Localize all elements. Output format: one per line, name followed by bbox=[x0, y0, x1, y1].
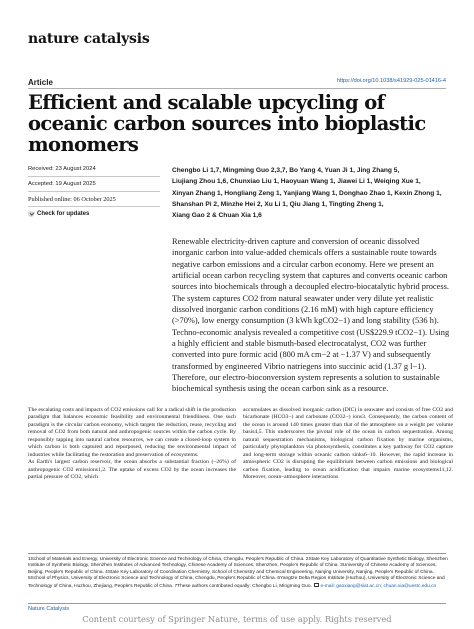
author-line: Shanshan Pi 2, Minzhe Hei 2, Xu Li 1, Qiu Jiang 1, Tingting Zheng 1, bbox=[172, 200, 384, 208]
affiliations bbox=[28, 557, 452, 590]
email-icon bbox=[314, 583, 319, 587]
check-icon bbox=[28, 211, 34, 217]
contact-emails[interactable]: e-mail: gaoxiang@siat.ac.cn; chuan.xia@uestc.edu.cn bbox=[320, 583, 437, 589]
check-updates-label: Check for updates bbox=[37, 211, 90, 217]
body-column-right: accumulates as dissolved inorganic carbon (DIC) in seawater and consists of free CO2 and bicarbonate (HCO3−) and carbonate (CO32−) ions3. Consequently, the carbon content of the ocean is around 140 times greater than that of the atmosphere on a weight per volume basis4,5. This underscores the pivotal role of the ocean in carbon sequestration. Among natural sequestration mechanisms, biological carbon fixation by marine organisms, particularly phytoplankton via photosynthesis, constitutes a key pathway for CO2 capture and long-term storage within oceanic carbon sinks6–10. However, the rapid increase in atmospheric CO2 is disrupting the equilibrium between carbon emissions and biological carbon fixation, leading to ocean acidification that impairs marine ecosystems11,12. Moreover, ocean–atmosphere interactions bbox=[243, 407, 453, 481]
received-date: Received: 23 August 2024 bbox=[28, 166, 96, 172]
author-line: Xiang Gao 2 & Chuan Xia 1,6 bbox=[172, 212, 262, 220]
header-divider bbox=[28, 88, 446, 89]
article-title: Efficient and scalable upcycling of oceanic carbon sources into bioplastic monomers bbox=[28, 91, 426, 156]
date-divider bbox=[28, 191, 160, 192]
courtesy-notice: Content courtesy of Springer Nature, terms of use apply. Rights reserved bbox=[82, 614, 392, 624]
affiliations-divider bbox=[28, 553, 446, 554]
abstract: Renewable electricity-driven capture and conversion of oceanic dissolved inorganic carbon into value-added chemicals offers a sustainable route towards negative carbon emissions and a circular carbon economy. Here we present an artificial ocean carbon recycling system that captures and converts oceanic carbon sources into biochemicals through a decoupled electro-biocatalytic hybrid process. The system captures CO2 from natural seawater under very dilute yet realistic dissolved inorganic carbon conditions (2.16 mM) with high capture efficiency (>70%), low energy consumption (3 kWh kgCO2−1) and long stability (536 h). Techno-economic analysis revealed a competitive cost (US$229.9 tCO2−1). Using a highly efficient and stable bismuth-based electrocatalyst, CO2 was further converted into pure formic acid (800 mA cm−2 at −1.37 V) and subsequently transformed by engineered Vibrio natriegens into succinic acid (1.37 g l−1). Therefore, our electro-bioconversion system represents a solution to sustainable biochemical synthesis using the ocean carbon sink as a resource. bbox=[172, 237, 450, 394]
author-list bbox=[172, 165, 452, 221]
accepted-date: Accepted: 19 August 2025 bbox=[28, 181, 96, 187]
doi-link[interactable]: https://doi.org/10.1038/s41929-025-01416-4 bbox=[336, 78, 446, 84]
published-date: Published online: 06 October 2025 bbox=[28, 196, 116, 203]
author-line: Xinyan Zhang 1, Hongliang Zeng 1, Yanjiang Wang 1, Donghao Zhao 1, Kexin Zhong 1, bbox=[172, 189, 442, 197]
author-line: Liujiang Zhou 1,6, Chunxiao Liu 1, Haoyuan Wang 1, Jiawei Li 1, Weiqing Xue 1, bbox=[172, 178, 421, 186]
author-line: Chengbo Li 1,7, Mingming Guo 2,3,7, Bo Yang 4, Yuan Ji 1, Jing Zhang 5, bbox=[172, 167, 400, 174]
affiliations-text: 1School of Materials and Energy, University of Electronic Science and Technology of China, Chengdu, People's Republic of China. 2State Key Laboratory of Quantitative Synthetic Biology, Shenzhen Institute of Synthetic Biology, Shenzhen Institutes of Advanced Technology, Chinese Academy of Sciences, Shenzhen, People's Republic of China. 3University of Chinese Academy of Sciences, Beijing, People's Republic of China. 4State Key Laboratory of Coordination Chemistry, School of Chemistry and Chemical Engineering, Nanjing University, Nanjing, People's Republic of China. 5School of Physics, University of Electronic Science and Technology of China, Chengdu, People's Republic of China. 6Yangtze Delta Region Institute (Huzhou), University of Electronic Science and Technology of China, Huzhou, Zhejiang, People's Republic of China. 7These authors contributed equally: Chengbo Li, Mingming Guo. bbox=[28, 557, 448, 589]
date-divider bbox=[28, 176, 160, 177]
article-type: Article bbox=[28, 78, 53, 87]
footer-journal: Nature Catalysis bbox=[28, 606, 70, 612]
journal-name: nature catalysis bbox=[28, 31, 150, 47]
date-divider bbox=[28, 206, 160, 207]
check-updates-button[interactable] bbox=[28, 211, 89, 217]
footer-divider bbox=[28, 603, 446, 604]
body-column-left: The escalating costs and impacts of CO2 emissions call for a radical shift in the production paradigm that balances economic feasibility and environmental friendliness. One such paradigm is the circular carbon economy, which targets the reduction, reuse, recycling and removal of CO2 from both natural and anthropogenic sources within the carbon cycle. By responsibly tapping into natural carbon resources, we can create a closed-loop system in which carbon is both captured and repurposed, reducing the environmental impact of industries while facilitating the restoration and preservation of ecosystems. As Earth's largest carbon reservoir, the ocean absorbs a substantial fraction (~26%) of anthropogenic CO2 emissions1,2. The uptake of excess CO2 by the ocean increases the partial pressure of CO2, which bbox=[28, 407, 236, 481]
